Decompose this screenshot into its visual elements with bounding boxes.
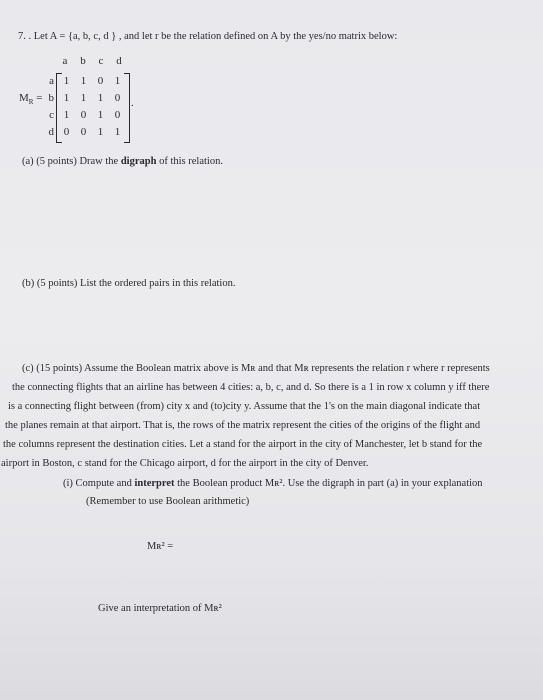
part-c-line: the connecting flights that an airline has between 4 cities: a, b, c, and d. So there is a 1 in row x column y iff there (12, 382, 490, 393)
matrix-col-header: b (80, 55, 86, 67)
interpretation-prompt: Give an interpretation of Mʀ² (98, 603, 222, 614)
matrix-row (58, 107, 126, 124)
matrix-cell: 0 (97, 75, 104, 87)
matrix-cell: 0 (80, 126, 87, 138)
matrix-cell: 1 (97, 92, 104, 104)
part-c-i: (i) Compute and interpret the Boolean product Mʀ². Use the digraph in part (a) in your explanation (63, 478, 483, 489)
matrix-label: $M_R$ = (19, 92, 43, 107)
matrix-period: . (131, 97, 134, 109)
matrix-cells (58, 73, 126, 141)
part-a: (a) (5 points) Draw the digraph of this relation. (22, 156, 223, 167)
matrix-cell: 0 (114, 92, 121, 104)
matrix-cell: 0 (114, 109, 121, 121)
matrix-cell: 1 (63, 92, 70, 104)
part-c-line: airport in Boston, c stand for the Chicago airport, d for the airport in the city of Denver. (1, 458, 369, 469)
matrix-cell: 0 (63, 126, 70, 138)
matrix-row-label: d (48, 126, 54, 138)
matrix-row-label: a (49, 75, 54, 87)
matrix-row (58, 90, 126, 107)
matrix-cell: 1 (63, 75, 70, 87)
matrix-row-labels (40, 73, 54, 141)
matrix-row-label: b (48, 92, 54, 104)
matrix-column-headers (56, 55, 128, 67)
matrix-cell: 1 (63, 109, 70, 121)
matrix-col-header: a (62, 55, 68, 67)
matrix-cell: 1 (80, 92, 87, 104)
matrix-cell: 1 (114, 126, 121, 138)
matrix-col-header: d (116, 55, 122, 67)
mr-squared-equation: Mʀ² = (147, 541, 174, 552)
matrix-cell: 0 (80, 109, 87, 121)
matrix-row (58, 73, 126, 90)
matrix-cell: 1 (80, 75, 87, 87)
part-c-line: the planes remain at that airport. That is, the rows of the matrix represent the cities of the origins of the flight and (5, 420, 481, 431)
matrix-cell: 1 (97, 109, 104, 121)
question-intro: 7. . Let A = {a, b, c, d } , and let r be the relation defined on A by the yes/no matrix below: (18, 31, 398, 42)
part-b: (b) (5 points) List the ordered pairs in this relation. (22, 278, 236, 289)
matrix-cell: 1 (114, 75, 121, 87)
matrix-col-header: c (98, 55, 104, 67)
part-c-line: (c) (15 points) Assume the Boolean matrix above is Mʀ and that Mʀ represents the relation r where r represents (22, 363, 490, 374)
matrix-cell: 1 (97, 126, 104, 138)
part-c-line: is a connecting flight between (from) city x and (to)city y. Assume that the 1's on the main diagonal indicate that (8, 401, 481, 412)
part-c-i-note: (Remember to use Boolean arithmetic) (86, 496, 250, 507)
part-c-line: the columns represent the destination cities. Let a stand for the airport in the city of Manchester, let b stand for the (3, 439, 483, 450)
matrix-row-label: c (49, 109, 54, 121)
matrix-row (58, 124, 126, 141)
